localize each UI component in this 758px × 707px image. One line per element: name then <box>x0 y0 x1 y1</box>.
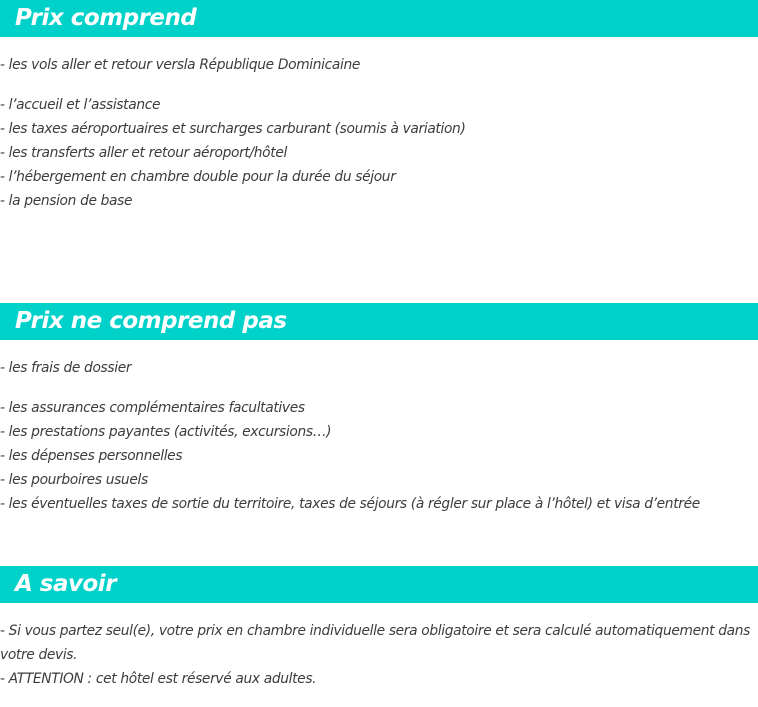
list-item: - les transferts aller et retour aéroport/hôtel <box>0 145 287 161</box>
list-item: - Si vous partez seul(e), votre prix en chambre individuelle sera obligatoire et sera calculé automatiquement dans votre devis. <box>0 623 750 663</box>
list-item: - les éventuelles taxes de sortie du territoire, taxes de séjours (à régler sur place à l’hôtel) et visa d’entrée <box>0 496 700 512</box>
list-item: - les pourboires usuels <box>0 472 148 488</box>
included-list <box>0 53 758 213</box>
list-item: - les assurances complémentaires facultatives <box>0 400 305 416</box>
list-item: - l’hébergement en chambre double pour la durée du séjour <box>0 169 396 185</box>
notes-list <box>0 619 758 691</box>
excluded-list <box>0 356 758 516</box>
list-item: - les frais de dossier <box>0 360 132 376</box>
section-header-a-savoir <box>0 566 758 603</box>
list-item: - l’accueil et l’assistance <box>0 97 161 113</box>
list-item: - les vols aller et retour versla République Dominicaine <box>0 57 361 73</box>
section-title: Prix ne comprend pas <box>15 308 287 334</box>
section-title: Prix comprend <box>15 5 197 31</box>
list-item: - les taxes aéroportuaires et surcharges carburant (soumis à variation) <box>0 121 466 137</box>
section-header-prix-comprend <box>0 0 758 37</box>
section-header-prix-ne-comprend-pas <box>0 303 758 340</box>
list-item: - les dépenses personnelles <box>0 448 183 464</box>
list-item: - la pension de base <box>0 193 133 209</box>
section-title: A savoir <box>15 571 117 597</box>
list-item: - ATTENTION : cet hôtel est réservé aux adultes. <box>0 671 317 687</box>
list-item: - les prestations payantes (activités, excursions…) <box>0 424 332 440</box>
